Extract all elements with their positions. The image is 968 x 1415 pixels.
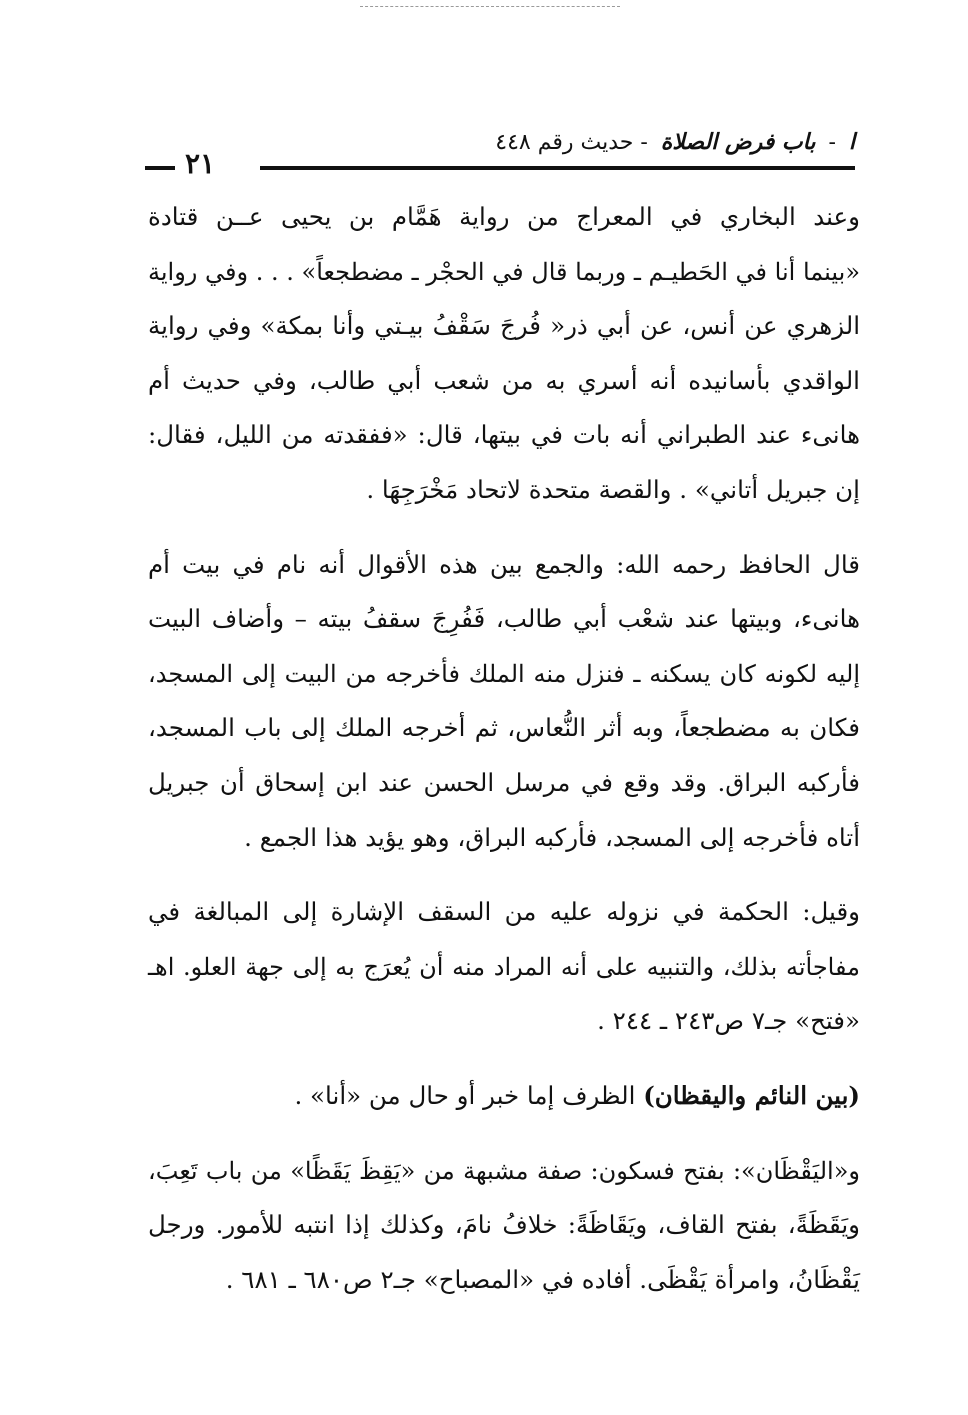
paragraph-phrase-explanation [148, 1069, 860, 1124]
text-line: «بينما أنا في الحَطيـم ـ وربما قال في الحجْر ـ مضطجعاً» . . . وفي رواية [148, 257, 861, 286]
text-line [148, 1069, 860, 1124]
text-line: يَقْظَانُ، وامرأة يَقْظَى. أفاده في «المصباح» جـ٢ ص٦٨٠ ـ ٦٨١ . [225, 1264, 860, 1294]
page-number-dash [145, 166, 175, 170]
text-line: وعند البخاري في المعراج من رواية هَمَّام بن يحيى عــن قتادة [148, 202, 860, 231]
text-line: فكان به مضطجعاً، وبه أثر النُّعاس، ثم أخرجه الملك إلى باب المسجد، [148, 713, 860, 743]
text-line: مفاجأته بذلك، والتنبيه على أنه المراد منه أن يُعرَج به إلى جهة العلو. اهـ [148, 952, 860, 981]
hadith-reference: - حديث رقم ٤٤٨ [495, 130, 648, 155]
text-line: و«اليَقْظَان»: بفتح فسكون: صفة مشبهة من «يَقِظَ يَقَظًا» من باب تَعِبَ، [148, 1156, 860, 1185]
running-title [489, 126, 855, 159]
scan-edge-mark [360, 6, 620, 9]
text-line: «فتح» جـ٧ ص٢٤٣ ـ ٢٤٤ . [597, 1006, 860, 1036]
paragraph-wisdom [148, 885, 860, 1049]
chapter-dash: - [828, 130, 836, 155]
text-line: أتاه فأخرجه إلى المسجد، فأركبه البراق، وهو يؤيد هذا الجمع . [244, 822, 860, 852]
text-line: الزهري عن أنس، عن أبي ذر« فُرجَ سَقْفُ بيـتي وأنا بمكة» وفي رواية [148, 311, 860, 341]
text-line: فأركبه البراق. وقد وقع في مرسل الحسن عند ابن إسحاق أن جبريل [148, 767, 860, 797]
phrase-gloss: الظرف إما خبر أو حال من «أنا» . [294, 1080, 644, 1110]
chapter-title: باب فرض الصلاة [660, 129, 816, 155]
bold-phrase: (بين النائم واليقظان) [643, 1080, 860, 1110]
running-header [145, 126, 855, 186]
page-number: ٢١ [185, 147, 216, 180]
header-rule [260, 166, 855, 170]
page-body [148, 190, 860, 1327]
chapter-number: ا [848, 129, 855, 155]
text-line: وقيل: الحكمة في نزوله عليه من السقف الإشارة إلى المبالغة في [148, 897, 860, 927]
text-line: ويَقَظَةً، بفتح القاف، ويَقَاظَةً: خلافُ نامَ، وكذلك إذا انتبه للأمور. ورجل [148, 1210, 860, 1240]
paragraph-hafiz-reconciliation [148, 538, 860, 866]
text-line: قال الحافظ رحمه الله: والجمع بين هذه الأقوال أنه نام في بيت أم [148, 549, 860, 579]
paragraph-yaqzan-definition [148, 1144, 860, 1308]
paragraph-isra-narrations [148, 190, 860, 518]
text-line: إليه لكونه كان يسكنه ـ فنزل منه الملك فأخرجه من البيت إلى المسجد، [148, 659, 860, 688]
text-line: هانىء، وبيتها عند شعْب أبي طالب، فَفُرِجَ سقفُ بيته – وأضاف البيت [148, 604, 860, 634]
text-line: إن جبريل أتاني» . والقصة متحدة لاتحاد مَخْرَجِهَا . [366, 474, 860, 504]
text-line: هانىء عند الطبراني أنه بات في بيتها، قال: «ففقدته من الليل، فقال: [148, 420, 860, 450]
text-line: الواقدي بأسانيده أنه أسري به من شعب أبي طالب، وفي حديث أم [148, 365, 860, 395]
